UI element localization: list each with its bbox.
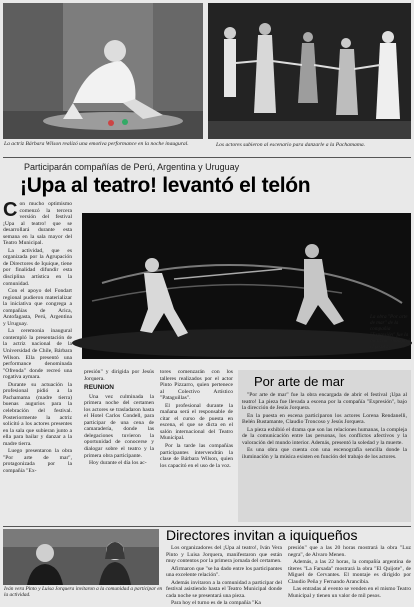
bottom-column-1 [166,545,282,607]
paragraph: "Por arte de mar" fue la obra encargada de abrir el festival ¡Upa al teatro! La pieza fue llevada a escena por la compañía "Expresión", bajo la dirección de Jesús Jorquera. [242,392,407,412]
drop-cap: C [3,199,18,221]
top-right-caption: Los actores subieron al escenario para danzarle a la Pachamama. [216,142,366,148]
article-column-1 [3,201,72,525]
headline: ¡Upa al teatro! levantó el telón [20,174,311,197]
paragraph: tores comenzarán con los talleres realizados por el actor Pinto Pizzarro, quien pertenece al Colectivo Artístico "Pataguillas". [160,369,233,402]
paragraph: La ceremonia inaugural contempló la presentación de la actriz nacional de la Universidad de Chile, Bárbara Wilson. Ella presentó una performance denominada "Ofrenda" donde recreó una rogativa aymara. [3,328,72,381]
article-column-2 [84,369,154,519]
paragraph: La actividad, que es organizada por la Agrupación de Directores de Iquique, tiene por finalidad difundir esta disciplina artística en la comunidad. [3,247,72,287]
paragraph: La pieza exhibió el drama que son las relaciones humanas, la compleja de la comunicación entre las personas, los conflictos afectivos y la valoración del mundo interior. Además, presentó la soledad y la muerte. [242,426,407,446]
paragraph: Afirmaron que "se ha dado entre los participantes una excelente relación". [166,565,282,579]
kicker-rule [3,157,411,158]
paragraph: Durante su actuación la profesional pidió a la Pachamama (madre tierra) buenas augurios para la celebración del festival. Posteriormente la actriz solicitó a los actores presentes en la sala que subieran junto a ella para bailar y danzar a la madre tierra. [3,381,72,447]
paragraph: Por la tarde las compañías participantes intervendrán la clase de Bárbara Wilson, quien los capacitó en el uso de la voz. [160,443,233,469]
paragraph: Con el apoyo del Fondart regional pudieron materializar la iniciativa que congrega a compañías de Arica, Antofagasta, Perú, Argentina y Uruguay. [3,288,72,327]
paragraph: En la puesta en escena participaron los actores Lorena Rendanelli, Belén Bustamante, Claudio Troncoso y Jesús Jorquera. [242,412,407,426]
paragraph: Es una obra que cuenta con una escenografía sencilla donde la iluminación y la música existen en función del trabajo de los actores. [242,447,407,460]
performance-photo-graphic [3,3,203,139]
paragraph: Además, a las 22 horas, la compañía argentina de títeres "La Farsada" mostrará la obra "El Quijote", de Miguel de Cervantes. El montaje es dirigido por Claudio Peña y Fernando Arancibia. [288,559,411,585]
paragraph: Hoy durante el día los ac- [89,460,147,467]
bottom-photo-caption: Iván vera Pinto y Luisa Jorquera invitaron a la comunidad a participar en la actividad. [4,586,163,598]
directors-photo-graphic [3,529,159,585]
article-column-3 [160,369,233,519]
sidebar-title: Por arte de mar [254,374,345,389]
paragraph: on mucho optimismo comenzó la tercera versión del festival ¡Upa al teatro! que se desarrollará durante esta semana en la sala mayor del Teatro Municipal. [3,201,72,247]
bottom-column-2 [288,545,411,597]
sidebar-box [238,370,411,522]
sidebar-text [238,392,411,518]
paragraph: Luego presentaron la obra "Por arte de mar", protagonizada por la compañía "Ex- [3,448,72,474]
sub-headline: Directores invitan a iquiqueños [166,527,358,543]
paragraph: Para hoy el turno es de la compañía "Ka [171,600,261,607]
main-stage-photo [82,213,411,359]
top-left-caption: La actriz Bárbara Wilson realizó una emotiva performance en la noche inaugural. [4,141,189,147]
subhead-reunion: REUNION [84,384,114,392]
paragraph: El profesional durante la mañana será el responsable de citar el curso de puesta en escena, el que se dicta en el salón internacional del Teatro Municipal. [160,402,233,442]
paragraph: Los organizadores del ¡Upa al teatro!, Iván Vera Pinto y Luisa Jorquera, manifestaron que están muy contentos por la primera jornada del certamen. [166,545,282,565]
paragraph: Las entradas al evento se venden en el mismo Teatro Municipal y tienen un valor de mil pesos. [288,586,411,599]
paragraph: presión" que a las 20 horas mostrará la obra "Luz negra", de Alvaro Menen. [288,545,411,558]
main-photo-caption: La obra "Por arte de mar" de la compañía "Expresión" fue la pieza que inauguró el festival. [370,314,411,350]
paragraph: presión" y dirigida por Jesús Jorquera. [84,369,154,382]
dance-photo-graphic [208,3,411,139]
paragraph: Una vez culminada la primera noche del certamen los actores se trasladaron hasta el Hotel Carlos Condell, para participar de una cena de camaradería, donde las delegaciones tuvieron la oportunidad de conocerse y dialogar sobre el teatro y la primera obra participante. [84,393,154,459]
performance-photo [3,3,203,139]
directors-photo [3,529,159,585]
dance-photo [208,3,411,139]
main-stage-graphic [82,213,411,359]
kicker: Participarán compañías de Perú, Argentina y Uruguay [24,162,240,172]
paragraph: Además invitaron a la comunidad a participar del festival asistiendo hasta el Teatro Municipal donde cada noche se presentará una pieza. [166,579,282,599]
